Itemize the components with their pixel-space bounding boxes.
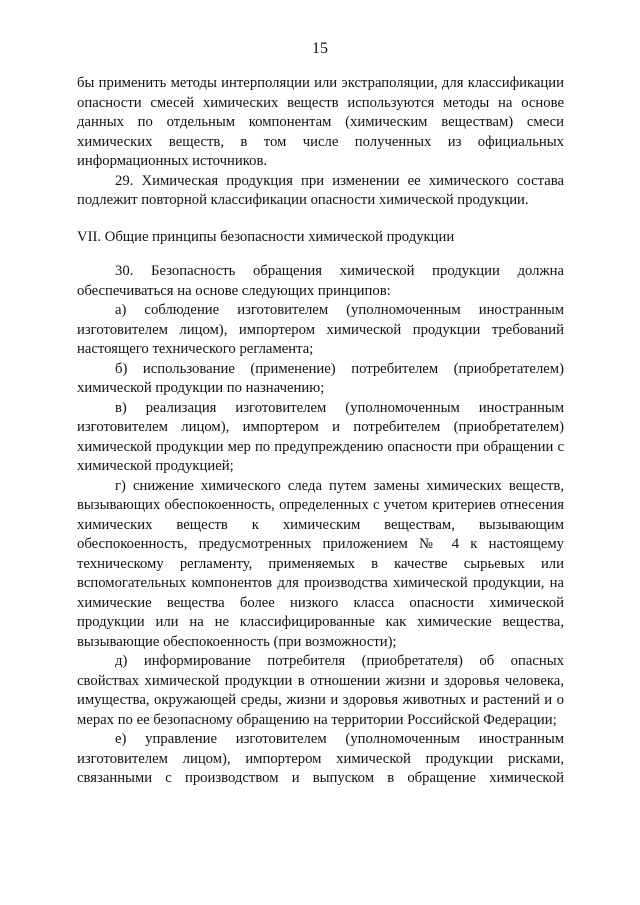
page-number: 15 [312,40,328,57]
paragraph-30-v: в) реализация изготовителем (уполномоченным иностранным изготовителем лицом), импортером и потребителем (приобретателем) химической продукции мер по предупреждению опасности при обращении с химической продукцией; [77,399,564,474]
paragraph-30-b: б) использование (применение) потребителем (приобретателем) химической продукции по назначению; [77,360,564,396]
paragraph-29: 29. Химическая продукция при изменении ее химического состава подлежит повторной классификации опасности химической продукции. [77,172,564,208]
paragraph-30-a: а) соблюдение изготовителем (уполномоченным иностранным изготовителем лицом), импортером химической продукции требований настоящего технического регламента; [77,302,564,357]
paragraph-continuation: бы применить методы интерполяции или экстраполяции, для классификации опасности смесей химических веществ используются методы на основе данных по отдельным компонентам (химическим веществам) смеси химических веществ, в том числе полученных из официальных информационных источников. [77,75,564,169]
document-body [77,74,564,789]
paragraph-30-e: е) управление изготовителем (уполномоченным иностранным изготовителем лицом), импортером химической продукции рисками, связанными с производством и выпуском в обращение химической [77,731,564,786]
section-heading: VII. Общие принципы безопасности химической продукции [77,228,455,245]
paragraph-30: 30. Безопасность обращения химической продукции должна обеспечиваться на основе следующих принципов: [77,263,564,299]
paragraph-30-d: д) информирование потребителя (приобретателя) об опасных свойствах химической продукции в отношении жизни и здоровья человека, имущества, окружающей среды, жизни и здоровья животных и растений и о мерах по ее безопасному обращению на территории Российской Федерации; [77,653,564,728]
paragraph-30-g: г) снижение химического следа путем замены химических веществ, вызывающих обеспокоенность, определенных с учетом критериев отнесения химических веществ к химическим веществам, вызывающим обеспокоенность, предусмотренных приложением № 4 к настоящему техническому регламенту, применяемых в качестве сырьевых или вспомогательных компонентов для производства химической продукции, на химические вещества более низкого класса опасности химической продукции или на не классифицированные как химические вещества, вызывающие обеспокоенность (при возможности); [77,477,564,650]
